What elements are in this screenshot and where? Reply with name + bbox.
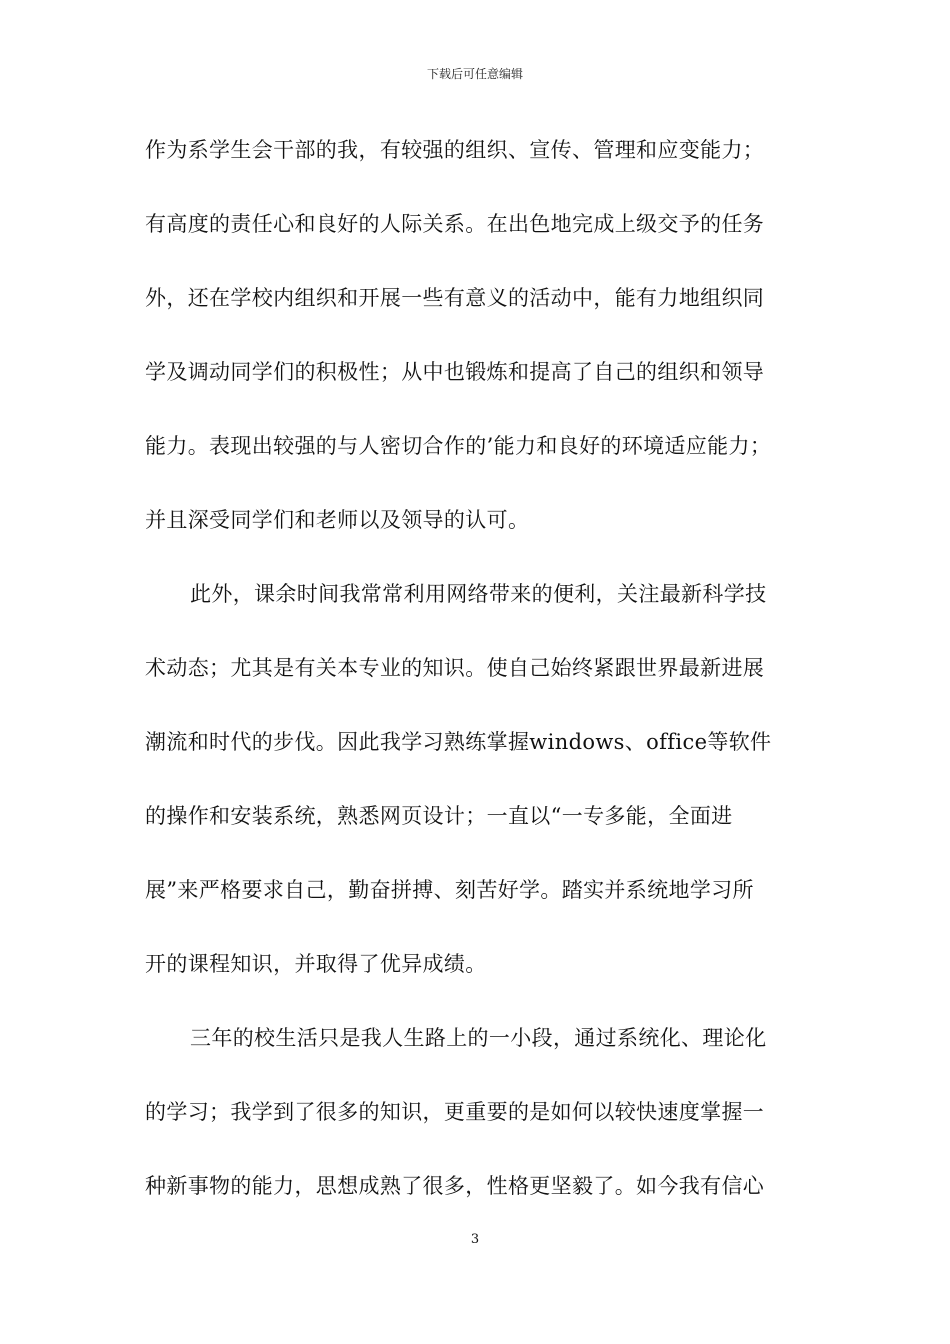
page-number: 3 bbox=[470, 1232, 480, 1247]
text-line: 的操作和安装系统，熟悉网页设计；一直以“一专多能，全面进 bbox=[145, 804, 733, 828]
text-line: 潮流和时代的步伐。因此我学习熟练掌握windows、office等软件 bbox=[145, 730, 772, 754]
text-line: 此外，课余时间我常常利用网络带来的便利，关注最新科学技 bbox=[190, 582, 767, 606]
text-line: 三年的校生活只是我人生路上的一小段，通过系统化、理论化 bbox=[190, 1026, 767, 1050]
text-line: 的学习；我学到了很多的知识，更重要的是如何以较快速度掌握一 bbox=[145, 1100, 765, 1124]
text-line: 能力。表现出较强的与人密切合作的’能力和良好的环境适应能力； bbox=[145, 434, 772, 458]
text-line: 种新事物的能力，思想成熟了很多，性格更坚毅了。如今我有信心 bbox=[145, 1174, 765, 1198]
text-line: 学及调动同学们的积极性；从中也锻炼和提高了自己的组织和领导 bbox=[145, 360, 765, 384]
text-line: 术动态；尤其是有关本专业的知识。使自己始终紧跟世界最新进展 bbox=[145, 656, 765, 680]
text-line: 有高度的责任心和良好的人际关系。在出色地完成上级交予的任务 bbox=[145, 212, 765, 236]
text-line: 并且深受同学们和老师以及领导的认可。 bbox=[145, 508, 530, 532]
text-line: 开的课程知识，并取得了优异成绩。 bbox=[145, 952, 487, 976]
page-header: 下载后可任意编辑 bbox=[426, 67, 523, 81]
text-line: 外，还在学校内组织和开展一些有意义的活动中，能有力地组织同 bbox=[145, 286, 765, 310]
text-line: 作为系学生会干部的我，有较强的组织、宣传、管理和应变能力； bbox=[145, 138, 765, 162]
text-line: 展”来严格要求自己，勤奋拼搏、刻苦好学。踏实并系统地学习所 bbox=[145, 878, 754, 902]
